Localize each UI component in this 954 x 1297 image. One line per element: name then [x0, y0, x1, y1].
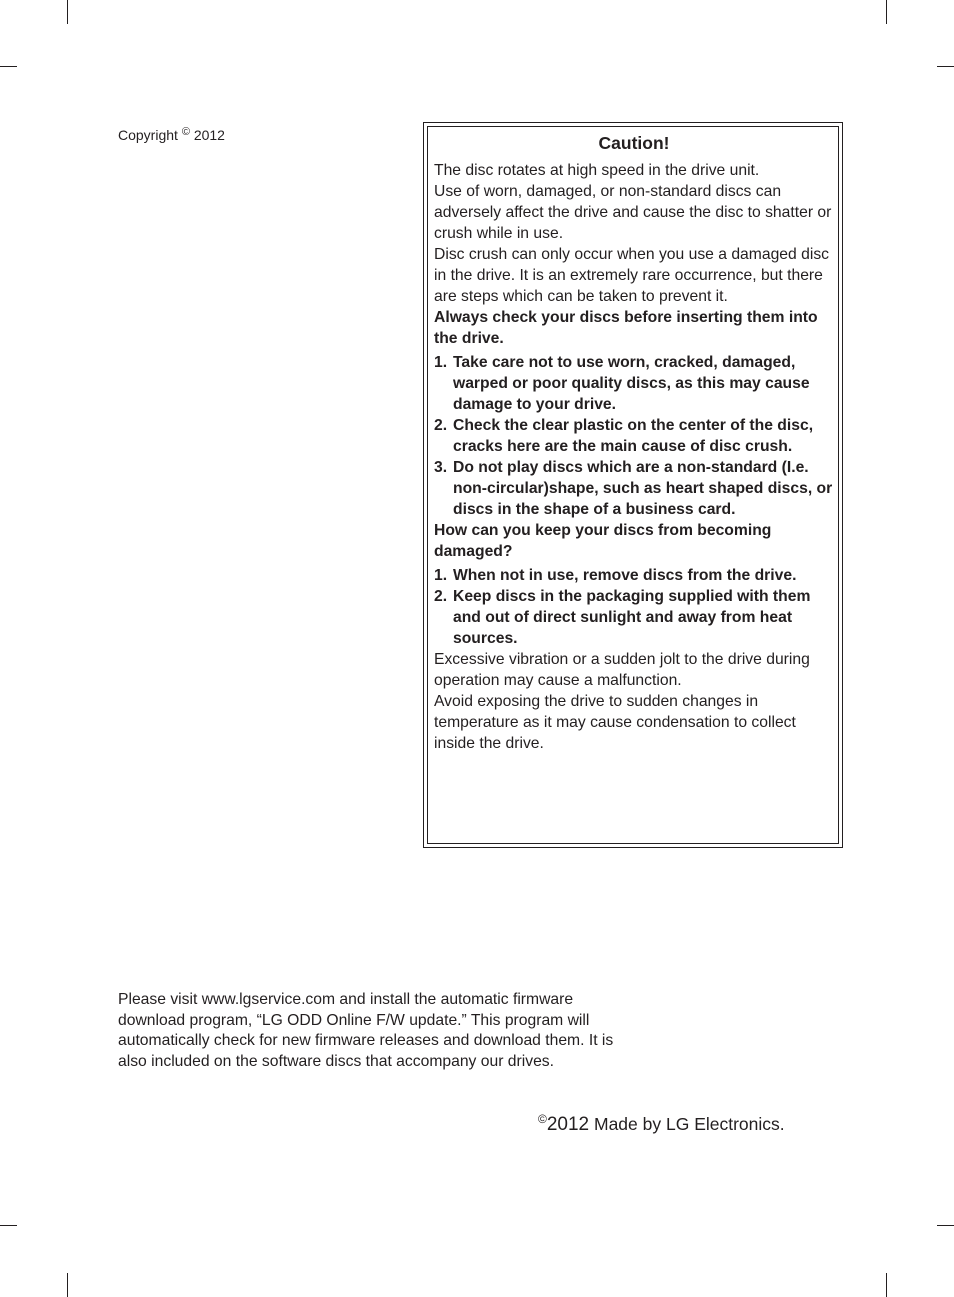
crop-mark-bottom-right [886, 1273, 887, 1297]
caution-content [434, 131, 834, 754]
crop-mark-top-left [67, 0, 68, 24]
crop-mark-left-upper [0, 66, 17, 67]
crop-mark-top-right [886, 0, 887, 24]
list-item-text: Take care not to use worn, cracked, damaged, warped or poor quality discs, as this may cause damage to your drive. [453, 354, 810, 413]
list-item [434, 586, 834, 649]
crop-mark-right-lower [937, 1225, 954, 1226]
caution-footer-line: Avoid exposing the drive to sudden changes in temperature as it may cause condensation to collect inside the drive. [434, 693, 796, 752]
caution-intro-line: The disc rotates at high speed in the drive unit. [434, 162, 760, 179]
list-item [434, 352, 834, 415]
list-item-number: 1. [434, 354, 448, 371]
made-by-text: Made by LG Electronics. [594, 1114, 785, 1134]
caution-box [423, 122, 843, 848]
caution-footer-line: Excessive vibration or a sudden jolt to the drive during operation may cause a malfunction. [434, 651, 810, 689]
crop-mark-left-lower [0, 1225, 17, 1226]
made-by-symbol: © [538, 1112, 547, 1126]
caution-intro-line: Use of worn, damaged, or non-standard discs can adversely affect the drive and cause the disc to shatter or crush while in use. [434, 183, 832, 242]
check-discs-list [434, 352, 834, 520]
list-item-number: 2. [434, 588, 448, 605]
list-item-text: Check the clear plastic on the center of the disc, cracks here are the main cause of disc crush. [453, 417, 814, 455]
made-by-notice [538, 1106, 785, 1138]
keep-discs-list [434, 565, 834, 649]
list-item-text: Keep discs in the packaging supplied with them and out of direct sunlight and away from heat sources. [453, 588, 811, 647]
list-item-number: 1. [434, 567, 448, 584]
crop-mark-right-upper [937, 66, 954, 67]
caution-intro-line: Disc crush can only occur when you use a damaged disc in the drive. It is an extremely rare occurrence, but there are steps which can be taken to prevent it. [434, 246, 830, 305]
list-item [434, 457, 834, 520]
list-item-number: 3. [434, 459, 448, 476]
check-discs-heading: Always check your discs before inserting them into the drive. [434, 309, 818, 347]
firmware-notice: Please visit www.lgservice.com and install the automatic firmware download program, “LG ODD Online F/W update.” This program will automatically check for new firmware releases and download them. It is also included on the software discs that accompany our drives. [118, 991, 614, 1070]
list-item [434, 565, 834, 586]
list-item [434, 415, 834, 457]
list-item-text: Do not play discs which are a non-standard (I.e. non-circular)shape, such as heart shaped discs, or discs in the shape of a business card. [453, 459, 833, 518]
list-item-text: When not in use, remove discs from the drive. [453, 567, 797, 584]
copyright-symbol: © [181, 126, 190, 138]
made-by-year: 2012 [546, 1114, 590, 1135]
caution-title: Caution! [598, 133, 670, 153]
list-item-number: 2. [434, 417, 448, 434]
copyright-year: 2012 [193, 127, 225, 143]
copyright-notice [118, 122, 225, 145]
crop-mark-bottom-left [67, 1273, 68, 1297]
keep-discs-heading: How can you keep your discs from becoming damaged? [434, 522, 772, 560]
copyright-label: Copyright [118, 127, 178, 143]
